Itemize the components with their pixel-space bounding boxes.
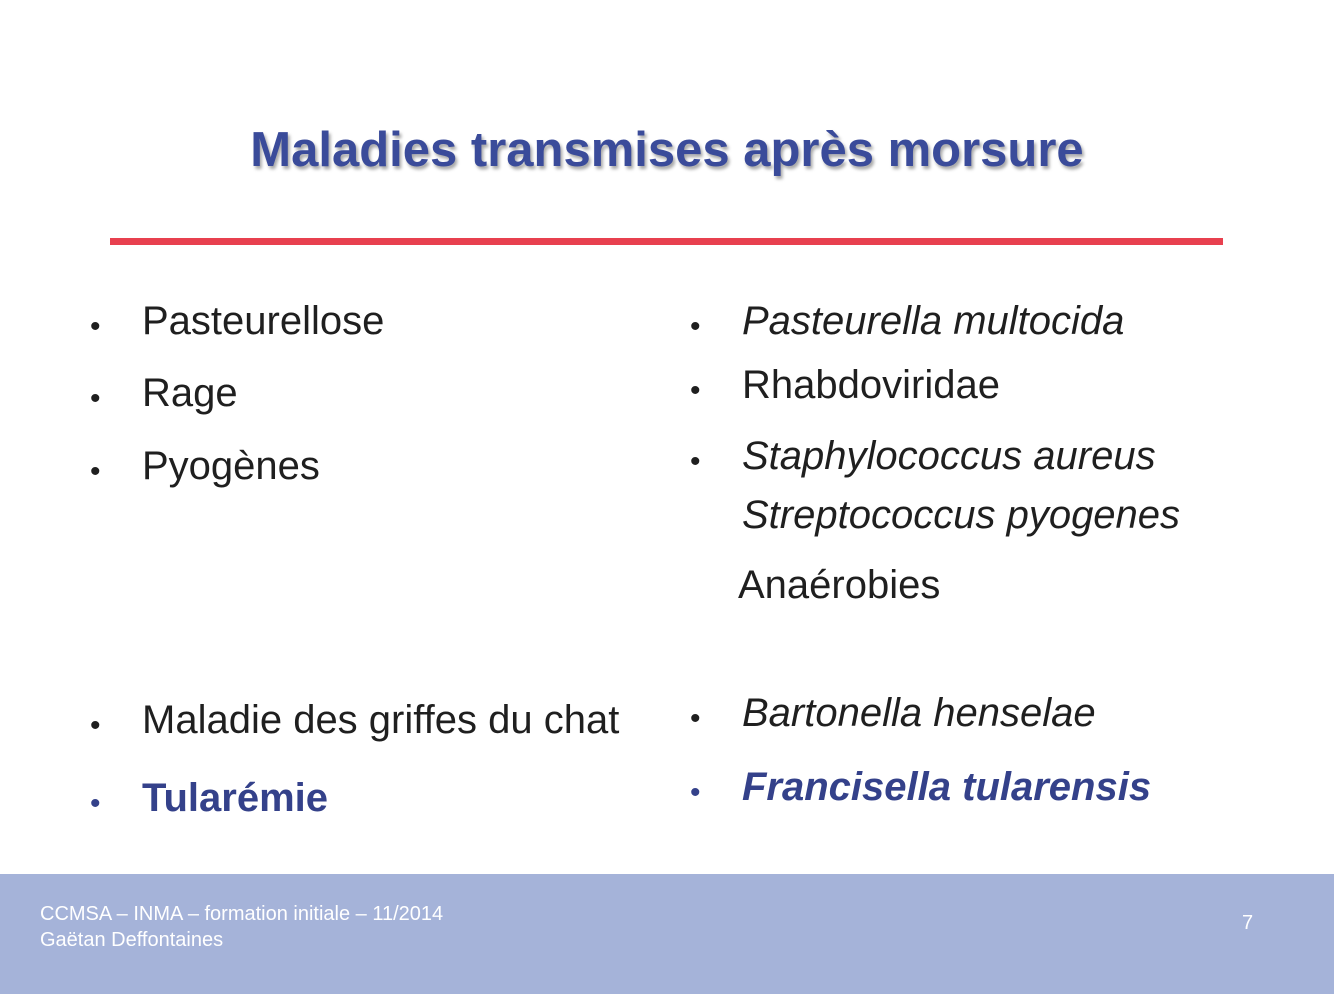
bullet-icon: • bbox=[90, 455, 101, 488]
bullet-icon: • bbox=[90, 382, 101, 415]
footer-course-info: CCMSA – INMA – formation initiale – 11/2014 bbox=[40, 903, 444, 925]
slide-title: Maladies transmises après morsure bbox=[250, 123, 1084, 177]
bullet-icon: • bbox=[690, 776, 701, 809]
agent-item: Staphylococcus aureus bbox=[742, 434, 1156, 478]
bullet-icon: • bbox=[690, 374, 701, 407]
bullet-icon: • bbox=[90, 310, 101, 343]
footer-author: Gaëtan Deffontaines bbox=[40, 929, 224, 951]
agent-item: Streptococcus pyogenes bbox=[742, 493, 1181, 537]
page-number: 7 bbox=[1242, 912, 1254, 934]
bullet-icon: • bbox=[690, 310, 701, 343]
disease-item-highlighted: Tularémie bbox=[142, 776, 328, 820]
bullet-icon: • bbox=[690, 445, 701, 478]
agent-item: Anaérobies bbox=[738, 563, 941, 607]
bullet-icon: • bbox=[690, 702, 701, 735]
agent-item: Rhabdoviridae bbox=[742, 363, 1000, 407]
bullet-icon: • bbox=[90, 709, 101, 742]
disease-item: Rage bbox=[142, 371, 238, 415]
bullet-icon: • bbox=[90, 787, 101, 820]
agent-item: Pasteurella multocida bbox=[742, 299, 1125, 343]
disease-item: Pyogènes bbox=[142, 444, 320, 488]
disease-item: Maladie des griffes du chat bbox=[142, 698, 620, 742]
title-divider bbox=[110, 238, 1223, 245]
agent-item: Bartonella henselae bbox=[742, 691, 1096, 735]
agent-item-highlighted: Francisella tularensis bbox=[742, 765, 1152, 809]
disease-item: Pasteurellose bbox=[142, 299, 385, 343]
